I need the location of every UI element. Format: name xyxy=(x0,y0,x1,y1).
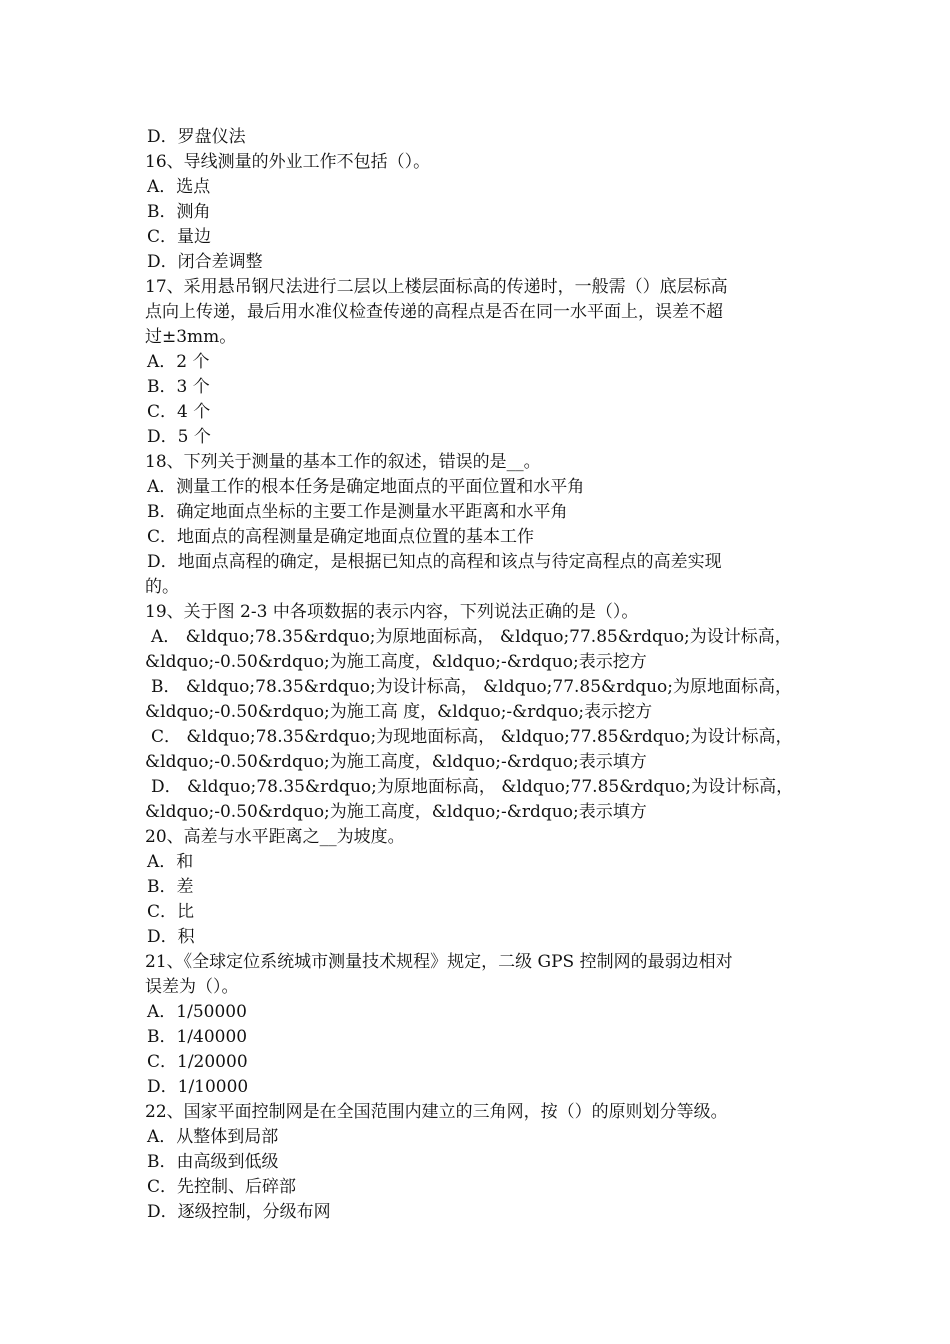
option-18-b: B．确定地面点坐标的主要工作是测量水平距离和水平角 xyxy=(147,502,568,522)
question-list xyxy=(145,125,825,1225)
question-17-stem-line-2: 点向上传递，最后用水准仪检查传递的高程点是否在同一水平面上，误差不超 xyxy=(145,302,723,322)
question-22-stem: 22、国家平面控制网是在全国范围内建立的三角网，按（）的原则划分等级。 xyxy=(145,1102,728,1122)
option-20-c: C．比 xyxy=(147,902,195,922)
option-16-d: D．闭合差调整 xyxy=(147,252,263,272)
option-21-a: A．1/50000 xyxy=(147,1002,247,1022)
option-19-d-line-1: D． &ldquo;78.35&rdquo;为原地面标高， &ldquo;77.85&rdquo;为设计标高， xyxy=(151,777,794,797)
option-19-d-line-2: &ldquo;-0.50&rdquo;为施工高度，&ldquo;-&rdquo;表示填方 xyxy=(145,802,647,822)
option-16-b: B．测角 xyxy=(147,202,211,222)
question-16-stem: 16、导线测量的外业工作不包括（）。 xyxy=(145,152,431,172)
option-19-b-line-2: &ldquo;-0.50&rdquo;为施工高 度，&ldquo;-&rdquo;表示挖方 xyxy=(145,702,653,722)
option-19-a-line-2: &ldquo;-0.50&rdquo;为施工高度，&ldquo;-&rdquo;表示挖方 xyxy=(145,652,647,672)
option-16-a: A．选点 xyxy=(147,177,211,197)
option-17-c: C．4 个 xyxy=(147,402,211,422)
question-17-stem-line-3: 过±3mm。 xyxy=(145,327,237,347)
option-20-a: A．和 xyxy=(147,852,194,872)
option-21-b: B．1/40000 xyxy=(147,1027,248,1047)
question-19-stem: 19、关于图 2-3 中各项数据的表示内容，下列说法正确的是（）。 xyxy=(145,602,639,622)
option-17-b: B．3 个 xyxy=(147,377,210,397)
option-15-d: D．罗盘仪法 xyxy=(147,127,246,147)
option-17-d: D．5 个 xyxy=(147,427,211,447)
question-20-stem: 20、高差与水平距离之__为坡度。 xyxy=(145,827,405,847)
option-22-d: D．逐级控制，分级布网 xyxy=(147,1202,331,1222)
option-19-c-line-1: C． &ldquo;78.35&rdquo;为现地面标高， &ldquo;77.85&rdquo;为设计标高， xyxy=(151,727,793,747)
option-22-a: A．从整体到局部 xyxy=(147,1127,279,1147)
option-19-c-line-2: &ldquo;-0.50&rdquo;为施工高度，&ldquo;-&rdquo;表示填方 xyxy=(145,752,647,772)
option-18-d-line-2: 的。 xyxy=(145,577,179,597)
option-21-d: D．1/10000 xyxy=(147,1077,249,1097)
option-21-c: C．1/20000 xyxy=(147,1052,248,1072)
option-19-b-line-1: B． &ldquo;78.35&rdquo;为设计标高， &ldquo;77.85&rdquo;为原地面标高， xyxy=(151,677,792,697)
option-22-b: B．由高级到低级 xyxy=(147,1152,279,1172)
question-21-stem-line-2: 误差为（）。 xyxy=(145,977,239,997)
option-16-c: C．量边 xyxy=(147,227,212,247)
option-22-c: C．先控制、后碎部 xyxy=(147,1177,297,1197)
question-18-stem: 18、下列关于测量的基本工作的叙述，错误的是__。 xyxy=(145,452,541,472)
option-19-a-line-1: A． &ldquo;78.35&rdquo;为原地面标高， &ldquo;77.85&rdquo;为设计标高， xyxy=(151,627,792,647)
option-20-d: D．积 xyxy=(147,927,195,947)
question-21-stem-line-1: 21、《全球定位系统城市测量技术规程》规定，二级 GPS 控制网的最弱边相对 xyxy=(145,952,733,972)
option-20-b: B．差 xyxy=(147,877,194,897)
option-18-a: A．测量工作的根本任务是确定地面点的平面位置和水平角 xyxy=(147,477,585,497)
option-17-a: A．2 个 xyxy=(147,352,210,372)
question-17-stem-line-1: 17、采用悬吊钢尺法进行二层以上楼层面标高的传递时，一般需（）底层标高 xyxy=(145,277,728,297)
option-18-c: C．地面点的高程测量是确定地面点位置的基本工作 xyxy=(147,527,535,547)
option-18-d-line-1: D．地面点高程的确定，是根据已知点的高程和该点与待定高程点的高差实现 xyxy=(147,552,722,572)
